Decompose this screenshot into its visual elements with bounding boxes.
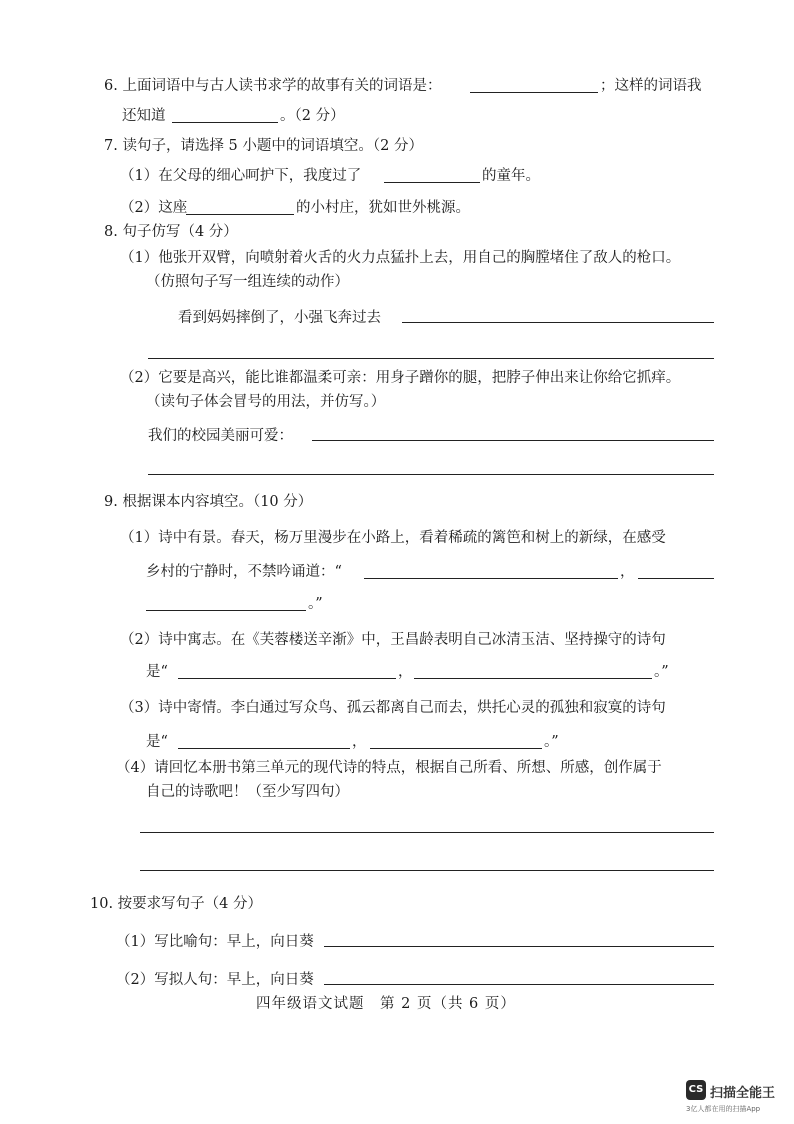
q6-line1-tail: ；这样的词语我	[600, 78, 702, 94]
q9-item2-comma: ，	[398, 664, 413, 680]
q9-item4-line2: 自己的诗歌吧！（至少写四句）	[146, 784, 349, 800]
q9-item2-blank-1[interactable]	[178, 678, 396, 679]
q9-item1-blank-2a[interactable]	[638, 578, 714, 579]
scanner-tagline: 3亿人都在用的扫描App	[686, 1105, 761, 1113]
q8-item2-line2: （读句子体会冒号的用法，并仿写。）	[146, 394, 386, 410]
q10-item2-blank[interactable]	[324, 984, 714, 985]
q9-item1-line2: 乡村的宁静时，不禁吟诵道：“	[146, 564, 342, 580]
q7-item1-post: 的童年。	[482, 168, 540, 184]
q8-item1-answer-line-2[interactable]	[148, 358, 714, 359]
q8-title: 8. 句子仿写（4 分）	[104, 224, 238, 240]
page-footer: 四年级语文试题 第 2 页（共 6 页）	[256, 996, 516, 1012]
q8-item1-line1: （1）他张开双臂，向喷射着火舌的火力点猛扑上去，用自己的胸膛堵住了敌人的枪口。	[120, 250, 681, 266]
q9-item1-blank-1[interactable]	[364, 578, 618, 579]
q9-item4-answer-line-1[interactable]	[140, 832, 714, 833]
q9-item3-end: 。”	[544, 734, 559, 750]
q7-title: 7. 读句子，请选择 5 小题中的词语填空。（2 分）	[104, 138, 423, 154]
q10-item1: （1）写比喻句：早上，向日葵	[116, 934, 314, 950]
q8-item2-prompt: 我们的校园美丽可爱：	[148, 428, 293, 444]
q8-item2-answer-line-2[interactable]	[148, 474, 714, 475]
q9-item2-blank-2[interactable]	[414, 678, 652, 679]
q9-item3-shi: 是“	[146, 734, 168, 750]
q9-item1-line1: （1）诗中有景。春天，杨万里漫步在小路上，看着稀疏的篱笆和树上的新绿，在感受	[120, 530, 666, 546]
q6-line2: 还知道	[122, 108, 166, 124]
q9-item1-blank-2b[interactable]	[146, 610, 306, 611]
q7-item2-pre: （2）这座	[120, 200, 188, 216]
q8-item2-answer-line-1[interactable]	[312, 440, 714, 441]
q9-item1-comma: ，	[620, 564, 635, 580]
q7-blank-1[interactable]	[384, 182, 480, 183]
q9-item1-end: 。”	[308, 596, 323, 612]
q9-item4-answer-line-2[interactable]	[140, 870, 714, 871]
q6-line1: 6. 上面词语中与古人读书求学的故事有关的词语是：	[104, 78, 442, 94]
q9-item3-line1: （3）诗中寄情。李白通过写众鸟、孤云都离自己而去，烘托心灵的孤独和寂寞的诗句	[120, 700, 666, 716]
q6-line2-tail: 。（2 分）	[280, 108, 345, 124]
q10-item1-blank[interactable]	[324, 946, 714, 947]
q7-item1-pre: （1）在父母的细心呵护下，我度过了	[120, 168, 362, 184]
scanner-brand: 扫描全能王	[710, 1086, 776, 1101]
q9-item3-blank-2[interactable]	[370, 748, 542, 749]
q7-blank-2[interactable]	[186, 214, 294, 215]
q6-blank-1[interactable]	[470, 92, 598, 93]
q8-item1-line2: （仿照句子写一组连续的动作）	[146, 274, 349, 290]
q10-item2: （2）写拟人句：早上，向日葵	[116, 972, 314, 988]
q9-item2-end: 。”	[654, 664, 669, 680]
q9-item2-line1: （2）诗中寓志。在《芙蓉楼送辛渐》中，王昌龄表明自己冰清玉洁、坚持操守的诗句	[120, 632, 666, 648]
q8-item1-answer-line-1[interactable]	[402, 322, 714, 323]
q7-item2-post: 的小村庄，犹如世外桃源。	[296, 200, 470, 216]
camscanner-logo-icon: CS	[686, 1080, 706, 1100]
q9-item2-shi: 是“	[146, 664, 168, 680]
q8-item1-prompt: 看到妈妈摔倒了，小强飞奔过去	[178, 310, 381, 326]
q9-title: 9. 根据课本内容填空。（10 分）	[104, 494, 313, 510]
q9-item3-blank-1[interactable]	[178, 748, 350, 749]
q6-blank-2[interactable]	[172, 122, 278, 123]
q10-title: 10. 按要求写句子（4 分）	[90, 896, 263, 912]
q9-item4-line1: （4）请回忆本册书第三单元的现代诗的特点，根据自己所看、所想、所感，创作属于	[116, 760, 662, 776]
q9-item3-comma: ，	[352, 734, 367, 750]
q8-item2-line1: （2）它要是高兴，能比谁都温柔可亲：用身子蹭你的腿，把脖子伸出来让你给它抓痒。	[120, 370, 681, 386]
